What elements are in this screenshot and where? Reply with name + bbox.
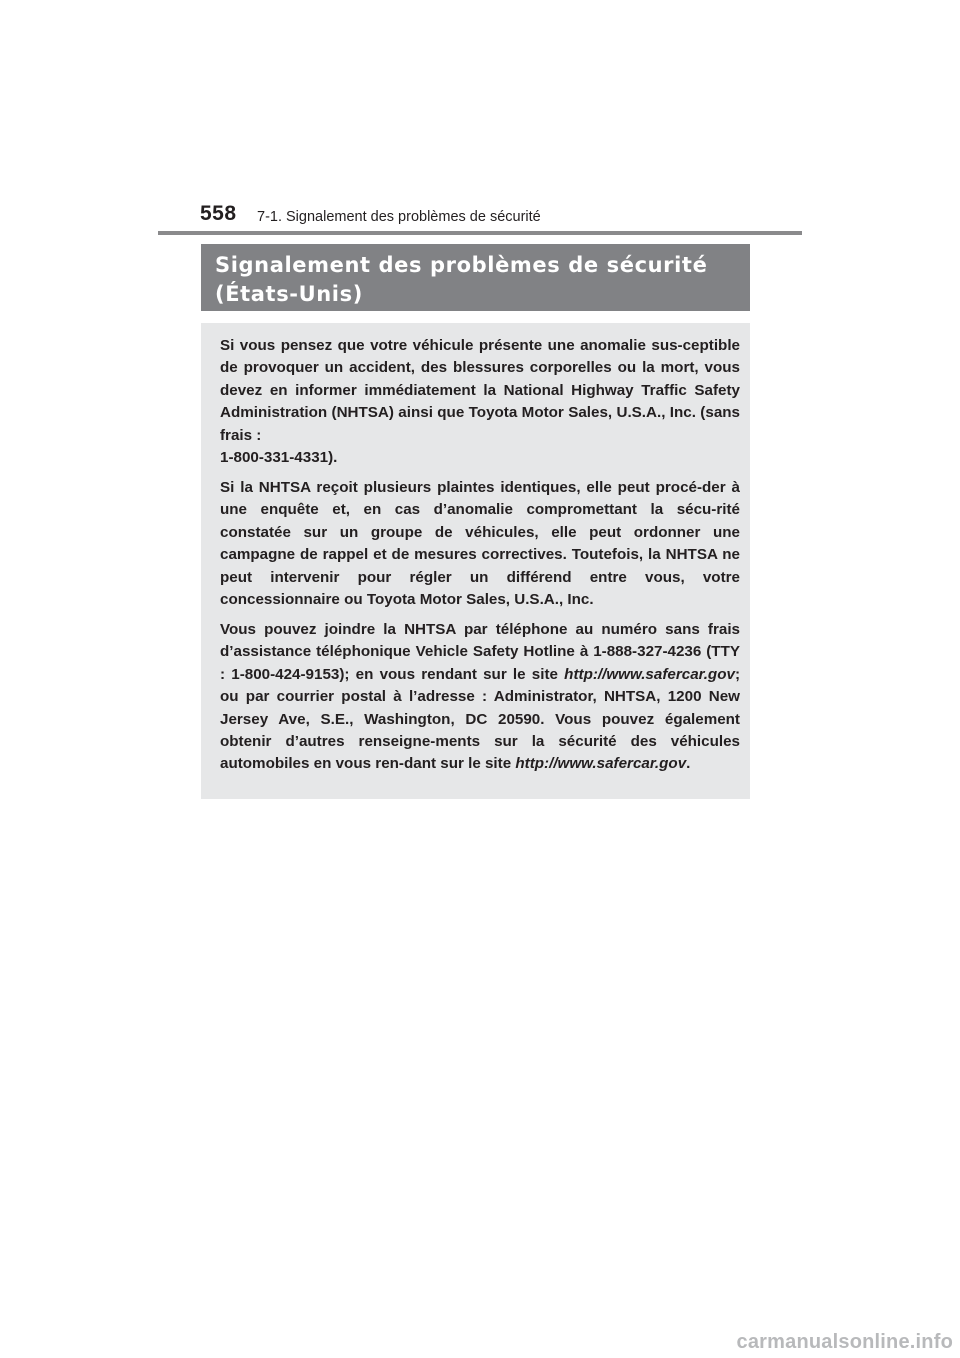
content-box [201, 323, 750, 799]
paragraph-3-text-a: Vous pouvez joindre la NHTSA par téléphone au numéro sans frais d’assistance téléphonique Vehicle Safety Hotline à 1-888-327-4236 (TTY : 1-800-424-9153); en vous rendant sur le site [220, 620, 740, 683]
watermark: carmanualsonline.info [736, 1331, 953, 1353]
paragraph-1 [220, 335, 740, 469]
page-title: Signalement des problèmes de sécurité (États-Unis) [215, 253, 708, 306]
header-divider [158, 231, 802, 235]
paragraph-2: Si la NHTSA reçoit plusieurs plaintes identiques, elle peut procé-der à une enquête et, en cas d’anomalie compromettant la sécu-rité constatée sur un groupe de véhicules, elle peut ordonner une campagne de rappel et de mesures correctives. Toutefois, la NHTSA ne peut intervenir pour régler un différend entre vous, votre concessionnaire ou Toyota Motor Sales, U.S.A., Inc. [220, 478, 740, 608]
safercar-link-1[interactable]: http://www.safercar.gov [564, 665, 735, 683]
page-number: 558 [200, 202, 237, 225]
section-header: 7-1. Signalement des problèmes de sécurité [257, 209, 541, 225]
paragraph-1-text: Si vous pensez que votre véhicule présente une anomalie sus-ceptible de provoquer un accident, des blessures corporelles ou la mort, vous devez en informer immédiatement la National Highway Traffic Safety Administration (NHTSA) ainsi que Toyota Motor Sales, U.S.A., Inc. (sans frais : [220, 337, 740, 444]
paragraph-1-phone: 1-800-331-4331). [220, 449, 338, 467]
safercar-link-2[interactable]: http://www.safercar.gov [515, 755, 687, 773]
paragraph-3-text-b: ; ou par courrier postal à l’adresse : Administrator, NHTSA, 1200 New Jersey Ave, S.E., Washington, DC 20590. Vous pouvez également obtenir d’autres renseigne-ments sur la sécurité des véhicules automobiles en vous ren-dant sur le site [220, 665, 740, 773]
content-body [220, 335, 740, 783]
paragraph-3-end: . [686, 755, 691, 773]
title-banner [201, 244, 750, 311]
paragraph-3 [220, 619, 740, 776]
